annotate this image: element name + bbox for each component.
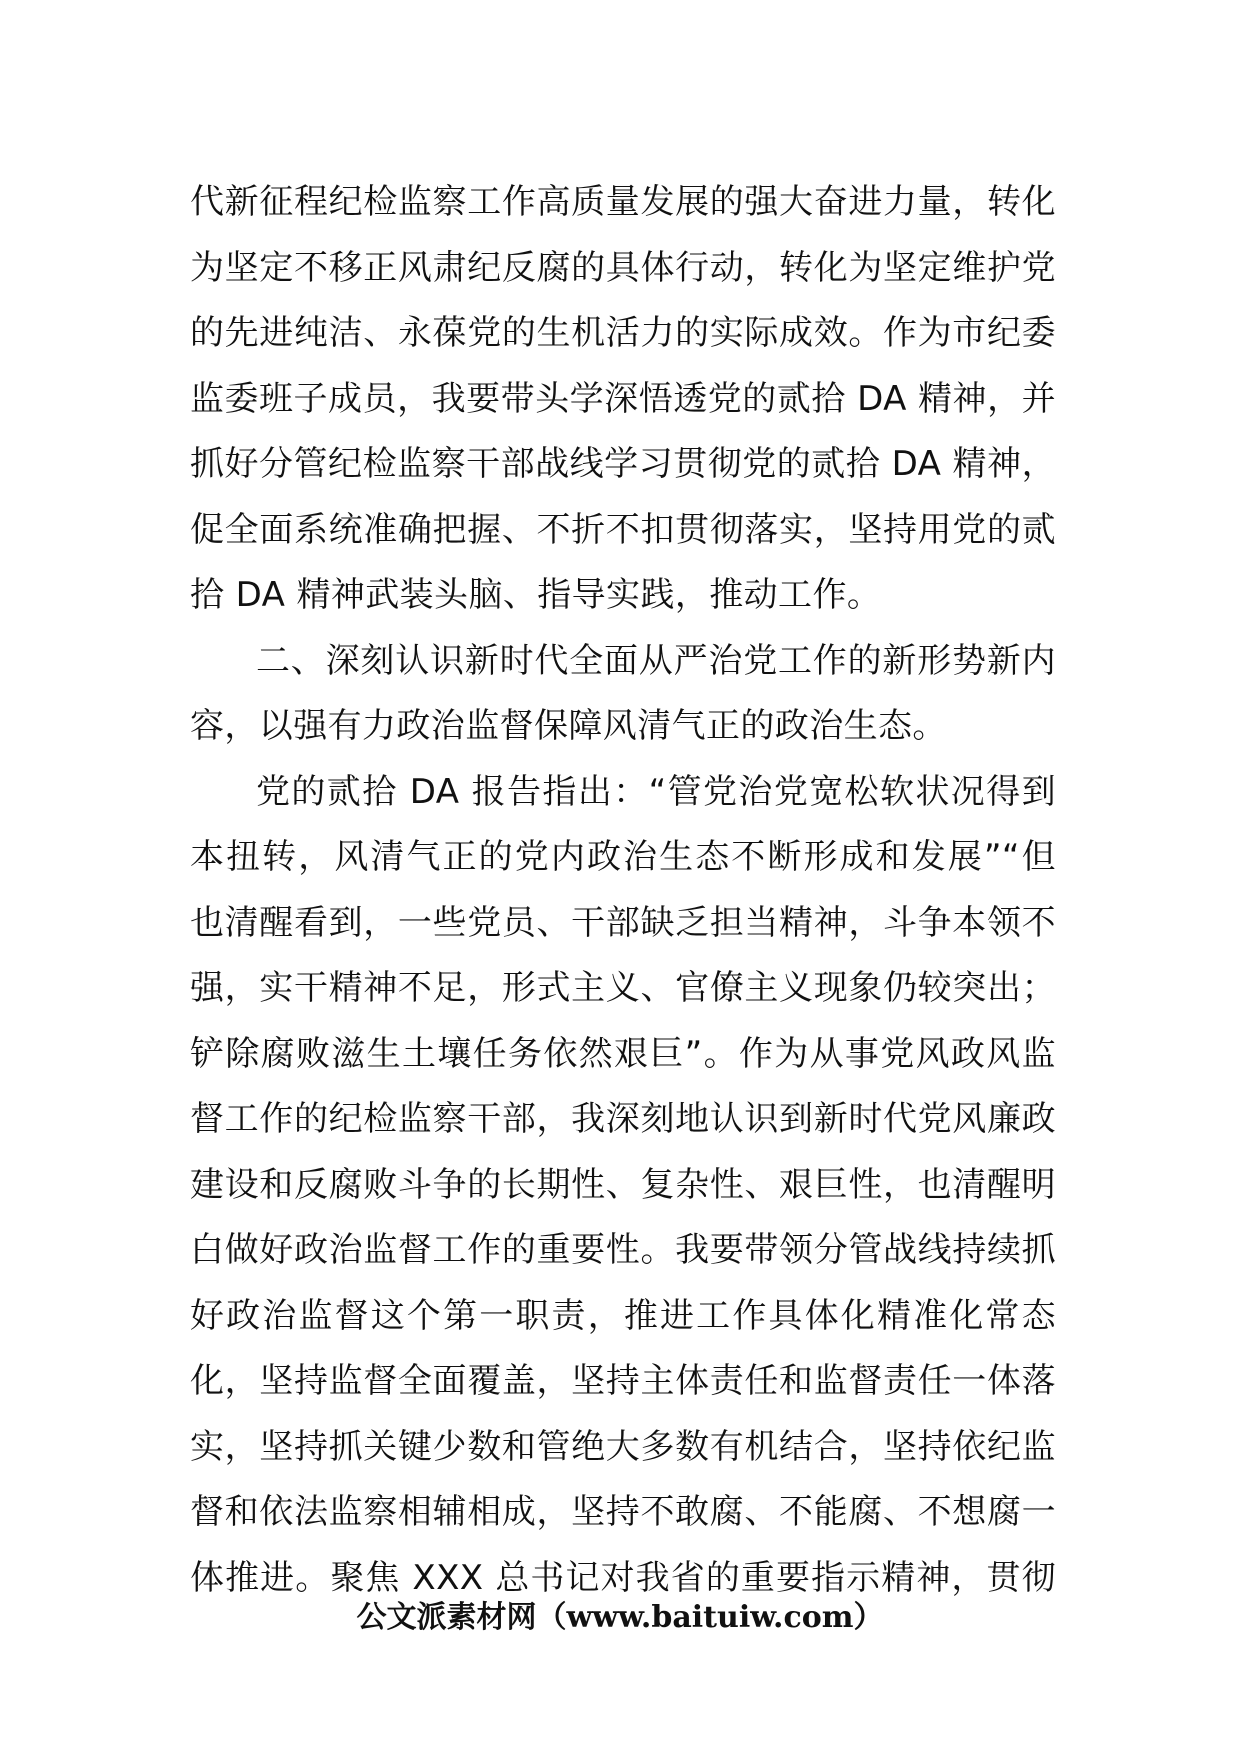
text-line: 抓好分管纪检监察干部战线学习贯彻党的贰拾 DA 精神， [190, 444, 1056, 484]
text-line: 监委班子成员，我要带头学深悟透党的贰拾 DA 精神，并 [190, 378, 1056, 419]
text-line: 体推进。聚焦 XXX 总书记对我省的重要指示精神，贯彻 [190, 1557, 1056, 1598]
text-line: 铲除腐败滋生土壤任务依然艰巨”。作为从事党风政风监 [190, 1033, 1056, 1074]
text-line: 好政治监督这个第一职责，推进工作具体化精准化常态 [190, 1295, 1056, 1336]
text-line: 促全面系统准确把握、不折不扣贯彻落实，坚持用党的贰 [190, 509, 1056, 550]
footer-watermark: 公文派素材网（www.baituiw.com） [356, 1600, 884, 1635]
text-line: 代新征程纪检监察工作高质量发展的强大奋进力量，转化 [190, 182, 1056, 222]
text-line: 建设和反腐败斗争的长期性、复杂性、艰巨性，也清醒明 [190, 1164, 1056, 1205]
text-line: 督和依法监察相辅相成，坚持不敢腐、不能腐、不想腐一 [190, 1492, 1056, 1532]
text-line: 为坚定不移正风肃纪反腐的具体行动，转化为坚定维护党 [190, 247, 1056, 288]
text-line: 白做好政治监督工作的重要性。我要带领分管战线持续抓 [190, 1230, 1056, 1270]
text-line: 本扭转，风清气正的党内政治生态不断形成和发展”“但 [190, 837, 1056, 877]
text-line: 强，实干精神不足，形式主义、官僚主义现象仍较突出； [190, 968, 1056, 1008]
text-line: 督工作的纪检监察干部，我深刻地认识到新时代党风廉政 [190, 1099, 1056, 1139]
body-text [190, 170, 1056, 1611]
text-line: 实，坚持抓关键少数和管绝大多数有机结合，坚持依纪监 [190, 1426, 1056, 1467]
text-line: 化，坚持监督全面覆盖，坚持主体责任和监督责任一体落 [190, 1361, 1056, 1401]
text-line: 容，以强有力政治监督保障风清气正的政治生态。 [190, 706, 947, 746]
text-line: 也清醒看到，一些党员、干部缺乏担当精神，斗争本领不 [190, 902, 1056, 943]
text-line: 拾 DA 精神武装头脑、指导实践，推动工作。 [190, 575, 882, 615]
paragraph-first-line: 二、深刻认识新时代全面从严治党工作的新形势新内 [256, 640, 1056, 681]
text-line: 的先进纯洁、永葆党的生机活力的实际成效。作为市纪委 [190, 313, 1056, 353]
paragraph-first-line: 党的贰拾 DA 报告指出：“管党治党宽松软状况得到 [256, 771, 1056, 812]
